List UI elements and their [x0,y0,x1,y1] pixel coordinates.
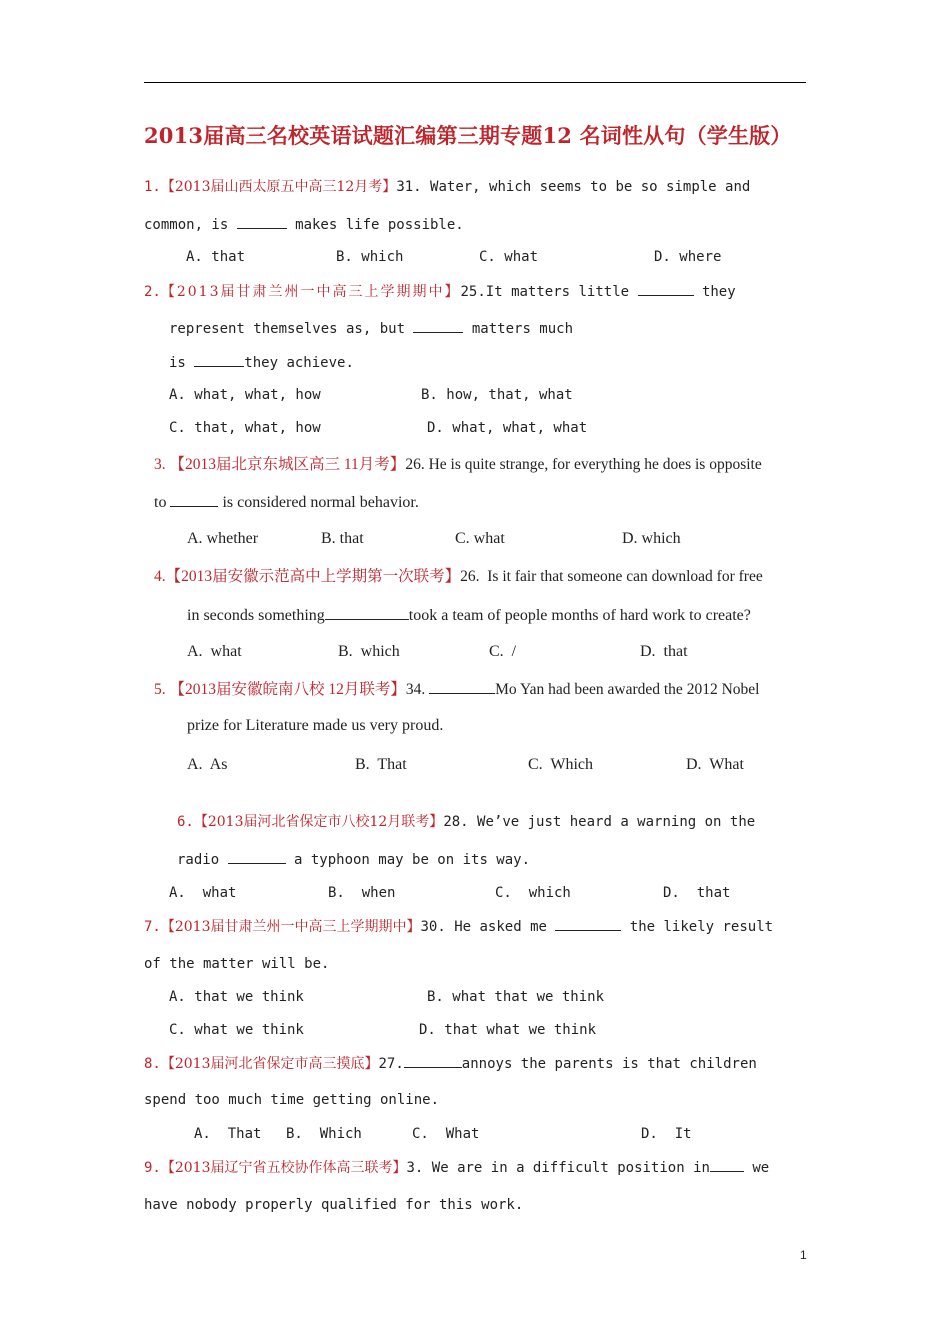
q3-option-b: B. that [321,530,364,547]
q9-line1: 9.【2013届辽宁省五校协作体高三联考】3. We are in a difficult position in we [144,1157,769,1178]
answer-blank [404,1053,462,1068]
q3-line1: 3. 【2013届北京东城区高三 11月考】26. He is quite strange, for everything he does is opposite [154,456,762,473]
q1-line1: 1.【2013届山西太原五中高三12月考】31. Water, which seems to be so simple and [144,179,751,195]
q5-option-d: D. What [686,756,744,773]
q8-line2: spend too much time getting online. [144,1092,440,1108]
q2-option-a: A. what, what, how [169,387,321,403]
answer-blank [555,916,621,931]
answer-blank [228,849,286,864]
q3-line2: to is considered normal behavior. [154,494,419,511]
q5-line2: prize for Literature made us very proud. [187,717,444,734]
q7-option-c: C. what we think [169,1022,304,1038]
answer-blank [429,679,495,694]
q4-line1: 4.【2013届安徽示范高中上学期第一次联考】26. Is it fair that someone can download for free [154,568,763,585]
q6-option-d: D. that [663,885,731,901]
q3-option-d: D. which [622,530,681,547]
answer-blank [413,318,463,333]
q4-option-c: C. / [489,643,517,660]
q2-option-d: D. what, what, what [427,420,588,436]
q3-option-c: C. what [455,530,505,547]
q8-option-a: A. That [194,1126,262,1142]
q3-option-a: A. whether [187,530,259,547]
page-number: 1 [800,1248,807,1262]
q4-option-b: B. which [338,643,400,660]
answer-blank [325,605,409,620]
answer-blank [194,352,244,367]
q6-option-b: B. when [328,885,396,901]
q8-option-b: B. Which [286,1126,362,1142]
q4-option-a: A. what [187,643,242,660]
answer-blank [237,214,287,229]
q2-line3: is they achieve. [169,352,354,373]
q7-option-a: A. that we think [169,989,304,1005]
q5-option-a: A. As [187,756,228,773]
q1-option-c: C. what [479,249,539,265]
q6-line2: radio a typhoon may be on its way. [177,849,530,870]
page-title: 2013届高三名校英语试题汇编第三期专题12 名词性从句（学生版） [144,123,792,148]
q7-line1: 7.【2013届甘肃兰州一中高三上学期期中】30. He asked me the likely result [144,916,773,937]
q8-option-c: C. What [412,1126,480,1142]
q4-option-d: D. that [640,643,688,660]
q9-line2: have nobody properly qualified for this work. [144,1197,524,1213]
q7-line2: of the matter will be. [144,956,330,972]
q1-option-b: B. which [336,249,404,265]
q2-line2: represent themselves as, but matters much [169,318,573,339]
q5-line1: 5. 【2013届安徽皖南八校 12月联考】34. Mo Yan had been awarded the 2012 Nobel [154,681,760,698]
q8-line1: 8.【2013届河北省保定市高三摸底】27. annoys the parents is that children [144,1053,757,1074]
q2-option-b: B. how, that, what [421,387,573,403]
q6-line1: 6.【2013届河北省保定市八校12月联考】28. We’ve just heard a warning on the [177,814,756,830]
answer-blank [638,281,694,296]
q1-option-d: D. where [654,249,722,265]
q7-option-b: B. what that we think [427,989,605,1005]
q7-option-d: D. that what we think [419,1022,597,1038]
q2-line1: 2.【2013届甘肃兰州一中高三上学期期中】25.It matters little they [144,281,736,302]
q4-line2: in seconds something took a team of people months of hard work to create? [187,607,751,624]
q5-option-c: C. Which [528,756,594,773]
q6-option-c: C. which [495,885,571,901]
q1-option-a: A. that [186,249,246,265]
q1-line2: common, is makes life possible. [144,214,464,235]
answer-blank [710,1157,744,1172]
q2-option-c: C. that, what, how [169,420,321,436]
header-rule [144,82,806,83]
q5-option-b: B. That [355,756,407,773]
q8-option-d: D. It [641,1126,692,1142]
q6-option-a: A. what [169,885,237,901]
answer-blank [170,492,218,507]
